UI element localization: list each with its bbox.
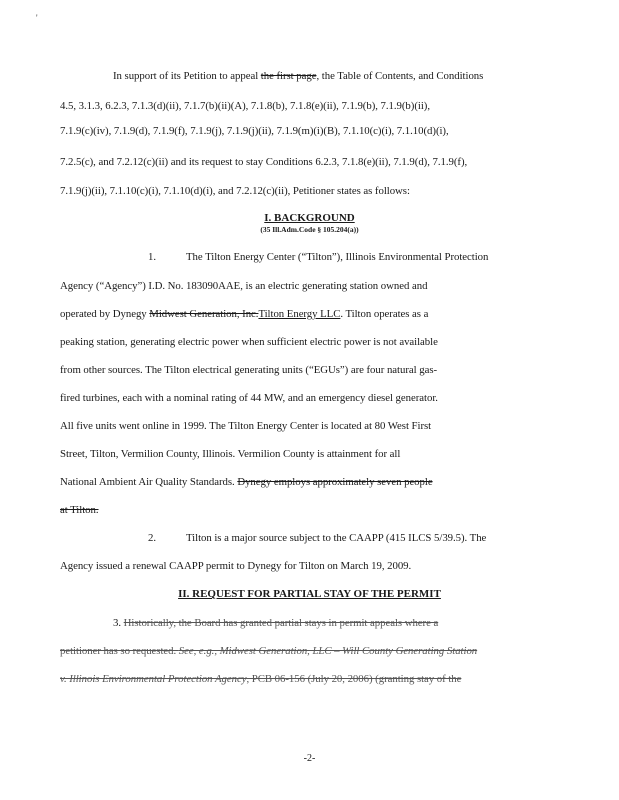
- para1-line-1: The Tilton Energy Center (“Tilton”), Illinois Environmental Protection: [186, 251, 489, 263]
- section-title: II. REQUEST FOR PARTIAL STAY OF THE PERMIT: [178, 588, 441, 600]
- para2-line-2: Agency issued a renewal CAAPP permit to Dynegy for Tilton on March 19, 2009.: [60, 560, 412, 572]
- intro-text: , the Table of Contents, and Conditions: [316, 70, 484, 82]
- paragraph-number: 3.: [113, 617, 121, 629]
- para3-line-3: [60, 673, 461, 686]
- para1-text: operated by Dynegy: [60, 308, 150, 320]
- section-heading-background: [0, 212, 619, 225]
- page-number: -2-: [303, 753, 316, 764]
- intro-line-4: 7.2.5(c), and 7.2.12(c)(ii) and its request to stay Conditions 6.2.3, 7.1.8(e)(ii), 7.1.9(d), 7.1.9(f),: [60, 156, 468, 168]
- section-title: I. BACKGROUND: [264, 212, 355, 224]
- para2-line-1: Tilton is a major source subject to the CAAPP (415 ILCS 5/39.5). The: [186, 532, 487, 544]
- intro-line-2: 4.5, 3.1.3, 6.2.3, 7.1.3(d)(ii), 7.1.7(b)(ii)(A), 7.1.8(b), 7.1.8(e)(ii), 7.1.9(b), 7.1.9(b)(ii),: [60, 100, 430, 112]
- intro-line-3: 7.1.9(c)(iv), 7.1.9(d), 7.1.9(f), 7.1.9(j), 7.1.9(j)(ii), 7.1.9(m)(i)(B), 7.1.10(c)(i), 7.1.10(d)(i),: [60, 125, 449, 137]
- deleted-citation: See, e.g., Midwest Generation, LLC – Will County Generating Station: [178, 645, 478, 657]
- para3-line-2: [60, 645, 477, 658]
- deleted-text: , PCB 06-156 (July 20, 2006) (granting stay of the: [246, 673, 462, 685]
- section-citation: (35 Ill.Adm.Code § 105.204(a)): [260, 225, 359, 234]
- inserted-text: Tilton Energy LLC: [258, 308, 341, 320]
- deleted-text: Historically, the Board has granted partial stays in permit appeals where a: [123, 617, 439, 629]
- para1-line-4: peaking station, generating electric power when sufficient electric power is not available: [60, 336, 438, 348]
- deleted-text: Midwest Generation, Inc.: [149, 308, 259, 320]
- para1-line-7: All five units went online in 1999. The Tilton Energy Center is located at 80 West First: [60, 420, 432, 432]
- section-heading-stay: [0, 588, 619, 601]
- paragraph-number: 2.: [148, 532, 157, 544]
- para1-text: . Tilton operates as a: [340, 308, 429, 320]
- scan-speck: ': [36, 13, 38, 23]
- para3-line-1: [113, 617, 438, 630]
- para1-line-5: from other sources. The Tilton electrical generating units (“EGUs”) are four natural gas-: [60, 364, 438, 376]
- para1-line-2: Agency (“Agency”) I.D. No. 183090AAE, is an electric generating station owned and: [60, 280, 428, 292]
- paragraph-number: 1.: [148, 251, 157, 263]
- intro-deleted-text: the first page: [260, 70, 317, 82]
- deleted-text: at Tilton.: [60, 504, 99, 516]
- intro-text: In support of its Petition to appeal: [113, 70, 261, 82]
- deleted-text: petitioner has so requested.: [60, 645, 179, 657]
- deleted-citation: v. Illinois Environmental Protection Agency: [60, 673, 247, 685]
- para1-line-8: Street, Tilton, Vermilion County, Illinois. Vermilion County is attainment for all: [60, 448, 401, 460]
- para1-line-3: [60, 308, 428, 321]
- intro-line-1: [113, 70, 483, 83]
- para1-line-6: fired turbines, each with a nominal rating of 44 MW, and an emergency diesel generator.: [60, 392, 438, 404]
- para1-line-9: [60, 476, 433, 489]
- intro-line-5: 7.1.9(j)(ii), 7.1.10(c)(i), 7.1.10(d)(i), and 7.2.12(c)(ii), Petitioner states as follows:: [60, 185, 410, 197]
- para1-line-10: [60, 504, 99, 517]
- para1-text: National Ambient Air Quality Standards.: [60, 476, 238, 488]
- deleted-text: Dynegy employs approximately seven people: [237, 476, 433, 488]
